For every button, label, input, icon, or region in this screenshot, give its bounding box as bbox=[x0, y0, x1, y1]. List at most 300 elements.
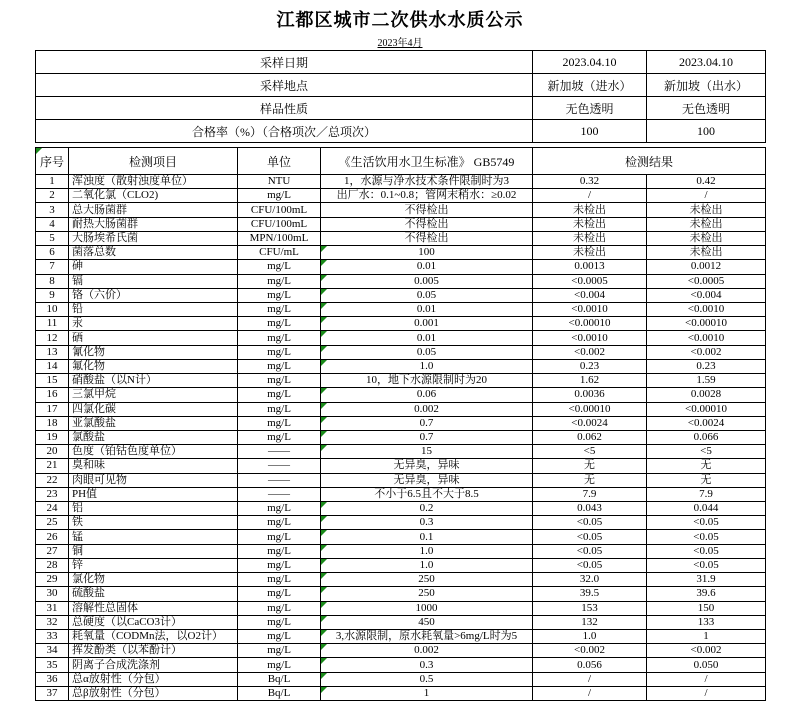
result-outlet: <0.002 bbox=[647, 345, 766, 359]
item-name: 总β放射性（分包） bbox=[69, 686, 238, 700]
table-row bbox=[36, 246, 766, 260]
row-number: 3 bbox=[36, 203, 69, 217]
comment-marker-icon bbox=[321, 545, 327, 551]
result-outlet: 未检出 bbox=[647, 203, 766, 217]
standard-limit-text: 0.01 bbox=[416, 303, 437, 316]
row-number: 29 bbox=[36, 573, 69, 587]
item-name: 总大肠菌群 bbox=[69, 203, 238, 217]
result-outlet: 0.42 bbox=[647, 175, 766, 189]
item-name: 阴离子合成洗涤剂 bbox=[69, 658, 238, 672]
table-row bbox=[36, 587, 766, 601]
result-outlet: 39.6 bbox=[647, 587, 766, 601]
item-name: 氰化物 bbox=[69, 345, 238, 359]
info-value-outlet: 2023.04.10 bbox=[647, 51, 766, 74]
standard-limit bbox=[321, 388, 533, 402]
table-row bbox=[36, 672, 766, 686]
table-row bbox=[36, 274, 766, 288]
table-row bbox=[36, 459, 766, 473]
comment-marker-icon bbox=[321, 289, 327, 295]
row-number: 18 bbox=[36, 416, 69, 430]
comment-marker-icon bbox=[321, 644, 327, 650]
item-name: 浑浊度（散射浊度单位） bbox=[69, 175, 238, 189]
item-name: 硝酸盐（以N计） bbox=[69, 374, 238, 388]
row-number: 27 bbox=[36, 544, 69, 558]
unit: mg/L bbox=[238, 644, 321, 658]
result-inlet: 无 bbox=[533, 473, 647, 487]
col-header-unit: 单位 bbox=[238, 148, 321, 175]
item-name: 硒 bbox=[69, 331, 238, 345]
result-inlet: / bbox=[533, 189, 647, 203]
result-inlet: <0.0010 bbox=[533, 302, 647, 316]
result-outlet: 未检出 bbox=[647, 217, 766, 231]
table-row bbox=[36, 558, 766, 572]
standard-limit bbox=[321, 317, 533, 331]
result-inlet: 0.056 bbox=[533, 658, 647, 672]
standard-limit-text: 0.01 bbox=[416, 260, 437, 273]
result-outlet: <5 bbox=[647, 445, 766, 459]
result-outlet: / bbox=[647, 672, 766, 686]
info-value-outlet: 100 bbox=[647, 120, 766, 143]
unit: mg/L bbox=[238, 402, 321, 416]
standard-limit bbox=[321, 516, 533, 530]
standard-limit-text: 450 bbox=[418, 615, 435, 628]
row-number: 36 bbox=[36, 672, 69, 686]
comment-marker-icon bbox=[321, 602, 327, 608]
comment-marker-icon bbox=[321, 630, 327, 636]
comment-marker-icon bbox=[321, 445, 327, 451]
comment-marker-icon bbox=[36, 148, 42, 154]
unit: mg/L bbox=[238, 359, 321, 373]
table-row bbox=[36, 175, 766, 189]
table-row bbox=[36, 317, 766, 331]
result-inlet: 7.9 bbox=[533, 487, 647, 501]
table-row bbox=[36, 601, 766, 615]
unit: mg/L bbox=[238, 374, 321, 388]
standard-limit bbox=[321, 416, 533, 430]
info-value-inlet: 2023.04.10 bbox=[533, 51, 647, 74]
row-number: 26 bbox=[36, 530, 69, 544]
item-name: 铅 bbox=[69, 302, 238, 316]
standard-limit bbox=[321, 615, 533, 629]
info-value-inlet: 无色透明 bbox=[533, 97, 647, 120]
item-name: 铝 bbox=[69, 502, 238, 516]
standard-limit-text: 1000 bbox=[415, 601, 438, 614]
results-table bbox=[35, 147, 766, 701]
standard-limit: 10，地下水源限制时为20 bbox=[321, 374, 533, 388]
result-inlet: 未检出 bbox=[533, 217, 647, 231]
table-row bbox=[36, 416, 766, 430]
item-name: 四氯化碳 bbox=[69, 402, 238, 416]
unit: CFU/mL bbox=[238, 246, 321, 260]
standard-limit bbox=[321, 502, 533, 516]
table-row bbox=[36, 288, 766, 302]
result-inlet: <0.0005 bbox=[533, 274, 647, 288]
table-row bbox=[36, 331, 766, 345]
standard-limit: 1，水源与净水技术条件限制时为3 bbox=[321, 175, 533, 189]
comment-marker-icon bbox=[321, 303, 327, 309]
item-name: 总硬度（以CaCO3计） bbox=[69, 615, 238, 629]
table-row bbox=[36, 374, 766, 388]
standard-limit bbox=[321, 587, 533, 601]
table-row bbox=[36, 516, 766, 530]
table-row bbox=[36, 302, 766, 316]
unit: mg/L bbox=[238, 558, 321, 572]
result-outlet: 0.050 bbox=[647, 658, 766, 672]
unit: CFU/100mL bbox=[238, 217, 321, 231]
unit: mg/L bbox=[238, 288, 321, 302]
item-name: 铬（六价） bbox=[69, 288, 238, 302]
result-outlet: 未检出 bbox=[647, 231, 766, 245]
comment-marker-icon bbox=[321, 616, 327, 622]
table-row bbox=[36, 644, 766, 658]
table-row bbox=[36, 686, 766, 700]
table-row bbox=[36, 658, 766, 672]
standard-limit bbox=[321, 630, 533, 644]
comment-marker-icon bbox=[321, 346, 327, 352]
unit: mg/L bbox=[238, 544, 321, 558]
table-row bbox=[36, 573, 766, 587]
col-header-standard: 《生活饮用水卫生标准》 GB5749 bbox=[321, 148, 533, 175]
unit: CFU/100mL bbox=[238, 203, 321, 217]
standard-limit-text: 250 bbox=[418, 587, 435, 600]
row-number: 21 bbox=[36, 459, 69, 473]
standard-limit: 不得检出 bbox=[321, 217, 533, 231]
standard-limit bbox=[321, 644, 533, 658]
comment-marker-icon bbox=[321, 502, 327, 508]
standard-limit bbox=[321, 686, 533, 700]
unit: Bq/L bbox=[238, 686, 321, 700]
table-row bbox=[36, 97, 766, 120]
standard-limit-text: 1.0 bbox=[419, 359, 434, 372]
table-row bbox=[36, 203, 766, 217]
info-label-sample-location: 采样地点 bbox=[36, 74, 533, 97]
result-inlet: 未检出 bbox=[533, 203, 647, 217]
comment-marker-icon bbox=[321, 260, 327, 266]
item-name: 色度（铂钴色度单位） bbox=[69, 445, 238, 459]
result-inlet: 0.0036 bbox=[533, 388, 647, 402]
result-inlet: 0.32 bbox=[533, 175, 647, 189]
item-name: 菌落总数 bbox=[69, 246, 238, 260]
item-name: 氟化物 bbox=[69, 359, 238, 373]
table-row bbox=[36, 544, 766, 558]
result-outlet: <0.00010 bbox=[647, 402, 766, 416]
result-inlet: 1.62 bbox=[533, 374, 647, 388]
result-outlet: 无 bbox=[647, 459, 766, 473]
unit: mg/L bbox=[238, 502, 321, 516]
result-outlet: <0.05 bbox=[647, 558, 766, 572]
col-header-no-label: 序号 bbox=[39, 154, 64, 169]
unit: mg/L bbox=[238, 317, 321, 331]
standard-limit: 无异臭，异味 bbox=[321, 473, 533, 487]
row-number: 17 bbox=[36, 402, 69, 416]
row-number: 14 bbox=[36, 359, 69, 373]
item-name: 臭和味 bbox=[69, 459, 238, 473]
info-value-outlet: 无色透明 bbox=[647, 97, 766, 120]
standard-limit bbox=[321, 402, 533, 416]
result-inlet: / bbox=[533, 686, 647, 700]
result-inlet: <5 bbox=[533, 445, 647, 459]
result-inlet: 0.043 bbox=[533, 502, 647, 516]
standard-limit-text: 0.2 bbox=[419, 502, 434, 515]
row-number: 25 bbox=[36, 516, 69, 530]
standard-limit-text: 0.005 bbox=[414, 274, 439, 287]
table-row bbox=[36, 189, 766, 203]
standard-limit-text: 1.0 bbox=[419, 559, 434, 572]
row-number: 15 bbox=[36, 374, 69, 388]
item-name: 溶解性总固体 bbox=[69, 601, 238, 615]
item-name: 镉 bbox=[69, 274, 238, 288]
unit: mg/L bbox=[238, 416, 321, 430]
result-outlet: 31.9 bbox=[647, 573, 766, 587]
table-row bbox=[36, 260, 766, 274]
comment-marker-icon bbox=[321, 687, 327, 693]
standard-limit: 无异臭，异味 bbox=[321, 459, 533, 473]
table-row bbox=[36, 359, 766, 373]
item-name: PH值 bbox=[69, 487, 238, 501]
result-inlet: 无 bbox=[533, 459, 647, 473]
standard-limit-text: 0.7 bbox=[419, 416, 434, 429]
result-outlet: / bbox=[647, 686, 766, 700]
result-outlet: <0.0010 bbox=[647, 302, 766, 316]
col-header-item: 检测项目 bbox=[69, 148, 238, 175]
result-inlet: 未检出 bbox=[533, 246, 647, 260]
result-outlet: 0.0012 bbox=[647, 260, 766, 274]
standard-limit bbox=[321, 246, 533, 260]
unit: mg/L bbox=[238, 260, 321, 274]
result-inlet: 0.062 bbox=[533, 430, 647, 444]
item-name: 砷 bbox=[69, 260, 238, 274]
item-name: 大肠埃希氏菌 bbox=[69, 231, 238, 245]
item-name: 三氯甲烷 bbox=[69, 388, 238, 402]
unit: mg/L bbox=[238, 658, 321, 672]
result-outlet: 7.9 bbox=[647, 487, 766, 501]
info-value-inlet: 100 bbox=[533, 120, 647, 143]
standard-limit bbox=[321, 331, 533, 345]
item-name: 肉眼可见物 bbox=[69, 473, 238, 487]
result-inlet: 132 bbox=[533, 615, 647, 629]
standard-limit bbox=[321, 302, 533, 316]
row-number: 5 bbox=[36, 231, 69, 245]
row-number: 30 bbox=[36, 587, 69, 601]
row-number: 11 bbox=[36, 317, 69, 331]
result-inlet: <0.05 bbox=[533, 516, 647, 530]
row-number: 31 bbox=[36, 601, 69, 615]
standard-limit-text: 0.1 bbox=[419, 530, 434, 543]
standard-limit bbox=[321, 274, 533, 288]
standard-limit bbox=[321, 544, 533, 558]
unit: mg/L bbox=[238, 516, 321, 530]
result-inlet: <0.00010 bbox=[533, 402, 647, 416]
unit: mg/L bbox=[238, 388, 321, 402]
result-outlet: 无 bbox=[647, 473, 766, 487]
table-row bbox=[36, 430, 766, 444]
standard-limit bbox=[321, 445, 533, 459]
result-inlet: 0.0013 bbox=[533, 260, 647, 274]
standard-limit: 不得检出 bbox=[321, 203, 533, 217]
item-name: 耗氧量（CODMn法，以O2计） bbox=[69, 630, 238, 644]
result-outlet: 1 bbox=[647, 630, 766, 644]
item-name: 二氧化氯（CLO2) bbox=[69, 189, 238, 203]
comment-marker-icon bbox=[321, 403, 327, 409]
comment-marker-icon bbox=[321, 587, 327, 593]
result-outlet: 未检出 bbox=[647, 246, 766, 260]
table-row bbox=[36, 615, 766, 629]
info-label-sample-nature: 样品性质 bbox=[36, 97, 533, 120]
item-name: 锰 bbox=[69, 530, 238, 544]
row-number: 12 bbox=[36, 331, 69, 345]
standard-limit-text: 15 bbox=[421, 445, 432, 458]
unit: mg/L bbox=[238, 587, 321, 601]
comment-marker-icon bbox=[321, 658, 327, 664]
table-header-row bbox=[36, 148, 766, 175]
unit: mg/L bbox=[238, 601, 321, 615]
info-label-sample-date: 采样日期 bbox=[36, 51, 533, 74]
info-value-outlet: 新加坡（出水） bbox=[647, 74, 766, 97]
result-outlet: 0.066 bbox=[647, 430, 766, 444]
unit: mg/L bbox=[238, 331, 321, 345]
table-row bbox=[36, 51, 766, 74]
comment-marker-icon bbox=[321, 573, 327, 579]
result-inlet: 未检出 bbox=[533, 231, 647, 245]
comment-marker-icon bbox=[321, 360, 327, 366]
col-header-result: 检测结果 bbox=[533, 148, 766, 175]
info-label-pass-rate: 合格率（%）（合格项次／总项次） bbox=[36, 120, 533, 143]
row-number: 16 bbox=[36, 388, 69, 402]
standard-limit-text: 0.5 bbox=[419, 672, 434, 685]
standard-limit: 出厂水：0.1~0.8；管网末稍水：≥0.02 bbox=[321, 189, 533, 203]
unit: mg/L bbox=[238, 630, 321, 644]
standard-limit: 不得检出 bbox=[321, 231, 533, 245]
row-number: 23 bbox=[36, 487, 69, 501]
unit: NTU bbox=[238, 175, 321, 189]
row-number: 10 bbox=[36, 302, 69, 316]
row-number: 13 bbox=[36, 345, 69, 359]
info-value-inlet: 新加坡（进水） bbox=[533, 74, 647, 97]
result-outlet: <0.0005 bbox=[647, 274, 766, 288]
item-name: 耐热大肠菌群 bbox=[69, 217, 238, 231]
standard-limit bbox=[321, 430, 533, 444]
unit: mg/L bbox=[238, 573, 321, 587]
result-outlet: <0.05 bbox=[647, 516, 766, 530]
unit: MPN/100mL bbox=[238, 231, 321, 245]
table-row bbox=[36, 473, 766, 487]
item-name: 氯化物 bbox=[69, 573, 238, 587]
result-inlet: 39.5 bbox=[533, 587, 647, 601]
item-name: 铁 bbox=[69, 516, 238, 530]
table-row bbox=[36, 502, 766, 516]
row-number: 22 bbox=[36, 473, 69, 487]
result-inlet: <0.05 bbox=[533, 558, 647, 572]
result-inlet: <0.004 bbox=[533, 288, 647, 302]
row-number: 35 bbox=[36, 658, 69, 672]
standard-limit-text: 1.0 bbox=[419, 544, 434, 557]
standard-limit bbox=[321, 260, 533, 274]
result-inlet: <0.002 bbox=[533, 345, 647, 359]
row-number: 1 bbox=[36, 175, 69, 189]
standard-limit-text: 0.002 bbox=[414, 644, 439, 657]
item-name: 挥发酚类（以苯酚计） bbox=[69, 644, 238, 658]
result-outlet: <0.0010 bbox=[647, 331, 766, 345]
standard-limit bbox=[321, 573, 533, 587]
result-outlet: <0.002 bbox=[647, 644, 766, 658]
standard-limit bbox=[321, 558, 533, 572]
standard-limit-text: 0.05 bbox=[416, 345, 437, 358]
unit: mg/L bbox=[238, 274, 321, 288]
standard-limit bbox=[321, 288, 533, 302]
comment-marker-icon bbox=[321, 388, 327, 394]
row-number: 9 bbox=[36, 288, 69, 302]
table-row bbox=[36, 402, 766, 416]
item-name: 汞 bbox=[69, 317, 238, 331]
comment-marker-icon bbox=[321, 417, 327, 423]
row-number: 28 bbox=[36, 558, 69, 572]
table-row bbox=[36, 630, 766, 644]
unit: mg/L bbox=[238, 189, 321, 203]
item-name: 硫酸盐 bbox=[69, 587, 238, 601]
result-outlet: 0.0028 bbox=[647, 388, 766, 402]
item-name: 铜 bbox=[69, 544, 238, 558]
result-outlet: <0.0024 bbox=[647, 416, 766, 430]
standard-limit-text: 0.01 bbox=[416, 331, 437, 344]
comment-marker-icon bbox=[321, 673, 327, 679]
standard-limit-text: 1 bbox=[423, 686, 430, 699]
result-inlet: 0.23 bbox=[533, 359, 647, 373]
comment-marker-icon bbox=[321, 516, 327, 522]
standard-limit-text: 0.001 bbox=[414, 317, 439, 330]
unit: —— bbox=[238, 487, 321, 501]
result-outlet: <0.05 bbox=[647, 544, 766, 558]
standard-limit: 不小于6.5且不大于8.5 bbox=[321, 487, 533, 501]
row-number: 4 bbox=[36, 217, 69, 231]
result-inlet: <0.0010 bbox=[533, 331, 647, 345]
table-row bbox=[36, 388, 766, 402]
item-name: 氯酸盐 bbox=[69, 430, 238, 444]
result-outlet: 0.044 bbox=[647, 502, 766, 516]
table-row bbox=[36, 231, 766, 245]
result-inlet: <0.05 bbox=[533, 530, 647, 544]
page-subtitle: 2023年4月 bbox=[377, 38, 423, 49]
standard-limit bbox=[321, 601, 533, 615]
row-number: 34 bbox=[36, 644, 69, 658]
sample-info-table bbox=[35, 50, 766, 143]
result-inlet: <0.0024 bbox=[533, 416, 647, 430]
table-row bbox=[36, 74, 766, 97]
standard-limit bbox=[321, 530, 533, 544]
unit: mg/L bbox=[238, 345, 321, 359]
row-number: 24 bbox=[36, 502, 69, 516]
results-body bbox=[36, 175, 766, 701]
result-inlet: / bbox=[533, 672, 647, 686]
table-row bbox=[36, 530, 766, 544]
standard-limit bbox=[321, 359, 533, 373]
result-outlet: / bbox=[647, 189, 766, 203]
standard-limit-text: 3,水源限制，原水耗氧量>6mg/L时为5 bbox=[335, 630, 518, 643]
comment-marker-icon bbox=[321, 559, 327, 565]
standard-limit-text: 0.7 bbox=[419, 431, 434, 444]
result-outlet: 150 bbox=[647, 601, 766, 615]
standard-limit bbox=[321, 658, 533, 672]
unit: —— bbox=[238, 473, 321, 487]
standard-limit bbox=[321, 345, 533, 359]
standard-limit-text: 0.3 bbox=[419, 516, 434, 529]
standard-limit bbox=[321, 672, 533, 686]
result-outlet: <0.05 bbox=[647, 530, 766, 544]
unit: —— bbox=[238, 445, 321, 459]
result-outlet: 1.59 bbox=[647, 374, 766, 388]
comment-marker-icon bbox=[321, 530, 327, 536]
comment-marker-icon bbox=[321, 317, 327, 323]
standard-limit-text: 100 bbox=[418, 246, 435, 259]
